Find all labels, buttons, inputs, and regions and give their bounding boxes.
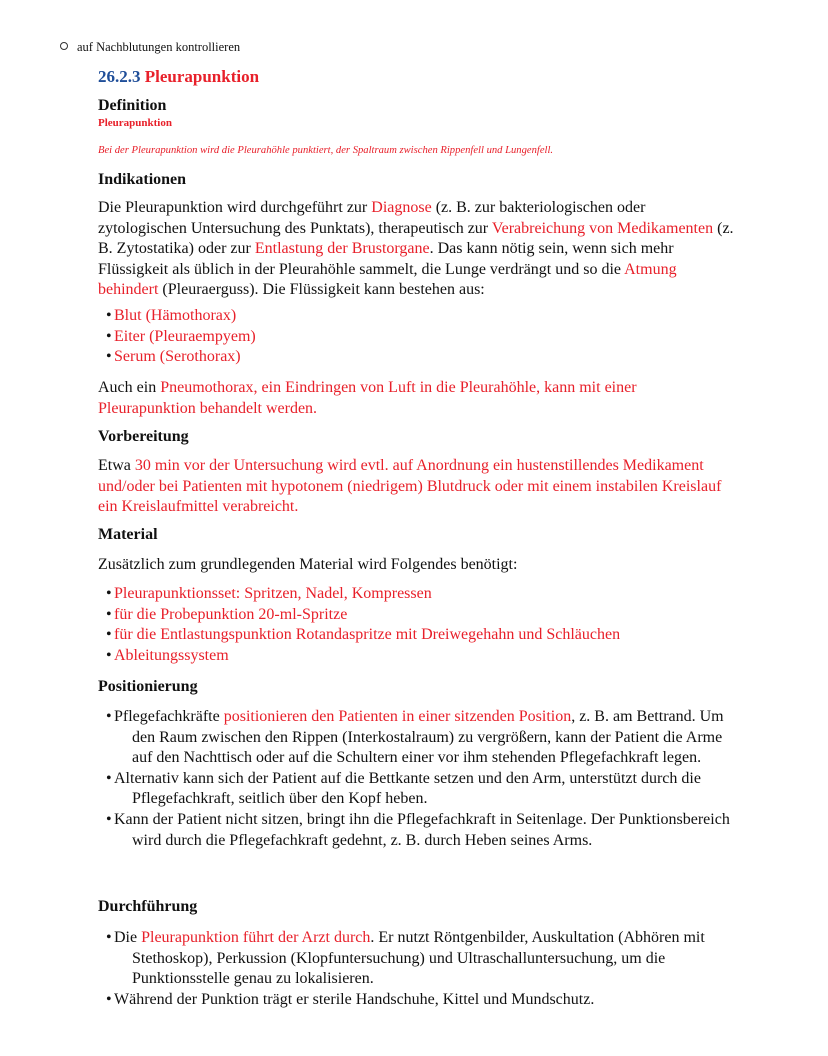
text-segment: (z. B. zur bakteriologischen oder zytologischen Untersuchung des Punktats), therapeutisch zur <box>98 199 646 237</box>
circle-bullet-icon <box>60 42 68 50</box>
durchfuehrung-list <box>98 928 738 1010</box>
highlighted-text: Entlastung der Brustorgane <box>254 240 430 258</box>
fluid-list <box>98 306 738 368</box>
pneumothorax-paragraph <box>98 378 738 419</box>
list-item <box>98 584 738 605</box>
highlighted-text: Diagnose <box>371 199 432 216</box>
previous-list-item <box>60 40 240 55</box>
positionierung-heading: Positionierung <box>98 678 198 695</box>
list-item-text: Blut (Hämothorax) <box>114 307 237 324</box>
text-segment: . Das kann nötig sein, wenn sich mehr Flüssigkeit als üblich in der Pleurahöhle sammelt, die Lunge verdrängt und so die <box>98 240 674 278</box>
indikationen-paragraph <box>98 198 738 301</box>
section-number: 26.2.3 <box>98 67 141 86</box>
list-item <box>98 347 738 368</box>
material-intro: Zusätzlich zum grundlegenden Material wird Folgendes benötigt: <box>98 556 518 573</box>
highlighted-text: Atmung behindert <box>98 260 677 299</box>
highlighted-text: 30 min vor der Untersuchung wird evtl. auf Anordnung ein hustenstillendes Medikament und/oder bei Patienten mit hypotonem (niedrigem) Blutdruck oder mit einem instabilen Kreislauf ein Kreislaufmittel verabreicht. <box>98 457 722 516</box>
text-segment: , z. B. am Bettrand. Um den Raum zwischen den Rippen (Interkostalraum) zu vergrößern, kann der Patient die Arme auf den Nachttisch oder auf die Schultern einer vor ihm stehenden Pflegefachkraft legen. <box>132 708 724 767</box>
list-item <box>98 990 738 1011</box>
text-segment: Die <box>114 929 142 946</box>
vorbereitung-paragraph <box>98 456 738 518</box>
durchfuehrung-heading: Durchführung <box>98 898 198 915</box>
definition-term: Pleurapunktion <box>98 117 172 129</box>
list-item-text: Ableitungssystem <box>114 646 229 664</box>
text-segment: . Er nutzt Röntgenbilder, Auskultation (Abhören mit Stethoskop), Perkussion (Klopfuntersuchung) und Ultraschalluntersuchung, um die Punktionsstelle genau zu lokalisieren. <box>132 929 705 988</box>
list-item-text: Serum (Serothorax) <box>114 348 241 366</box>
section-heading <box>98 67 259 87</box>
text-segment: Die Pleurapunktion wird durchgeführt zur <box>98 199 372 216</box>
highlighted-text: Pneumothorax, ein Eindringen von Luft in die Pleurahöhle, kann mit einer Pleurapunktion behandelt werden. <box>98 379 637 417</box>
list-item <box>98 928 738 990</box>
text-segment: Kann der Patient nicht sitzen, bringt ihn die Pflegefachkraft in Seitenlage. Der Punktionsbereich wird durch die Pflegefachkraft gedehnt, z. B. durch Heben seines Arms. <box>114 810 730 849</box>
list-item <box>98 605 738 626</box>
text-segment: Pflegefachkräfte <box>114 708 224 725</box>
list-item <box>98 625 738 646</box>
list-item <box>98 306 738 327</box>
list-item <box>98 810 738 851</box>
positionierung-list <box>98 707 738 851</box>
text-segment: Alternativ kann sich der Patient auf die Bettkante setzen und den Arm, unterstützt durch die Pflegefachkraft, seitlich über den Kopf heben. <box>114 769 701 808</box>
definition-heading: Definition <box>98 97 167 114</box>
highlighted-text: positionieren den Patienten in einer sitzenden Position <box>223 708 572 725</box>
list-item <box>98 707 738 769</box>
material-list <box>98 584 738 666</box>
list-item-text: für die Probepunktion 20-ml-Spritze <box>114 605 348 623</box>
list-item-text: für die Entlastungspunktion Rotandaspritze mit Dreiwegehahn und Schläuchen <box>114 626 621 644</box>
text-segment: Etwa <box>98 457 135 474</box>
list-item-text: Pleurapunktionsset: Spritzen, Nadel, Kompressen <box>114 585 432 602</box>
section-title: Pleurapunktion <box>144 67 260 86</box>
list-item <box>98 769 738 810</box>
material-heading: Material <box>98 526 158 543</box>
highlighted-text: Verabreichung von Medikamenten <box>491 219 714 237</box>
vorbereitung-heading: Vorbereitung <box>98 428 189 445</box>
list-item <box>98 646 738 667</box>
highlighted-text: Pleurapunktion führt der Arzt durch <box>141 929 371 946</box>
text-segment: (Pleuraerguss). Die Flüssigkeit kann bestehen aus: <box>158 281 485 299</box>
text-segment: Auch ein <box>98 379 161 396</box>
definition-text: Bei der Pleurapunktion wird die Pleurahöhle punktiert, der Spaltraum zwischen Rippenfell und Lungenfell. <box>98 145 554 156</box>
previous-item-text: auf Nachblutungen kontrollieren <box>77 40 241 54</box>
indikationen-heading: Indikationen <box>98 171 187 188</box>
list-item <box>98 327 738 348</box>
list-item-text: Eiter (Pleuraempyem) <box>114 327 256 345</box>
text-segment: Während der Punktion trägt er sterile Handschuhe, Kittel und Mundschutz. <box>114 990 595 1008</box>
text-segment: (z. B. Zytostatika) oder zur <box>98 219 734 258</box>
